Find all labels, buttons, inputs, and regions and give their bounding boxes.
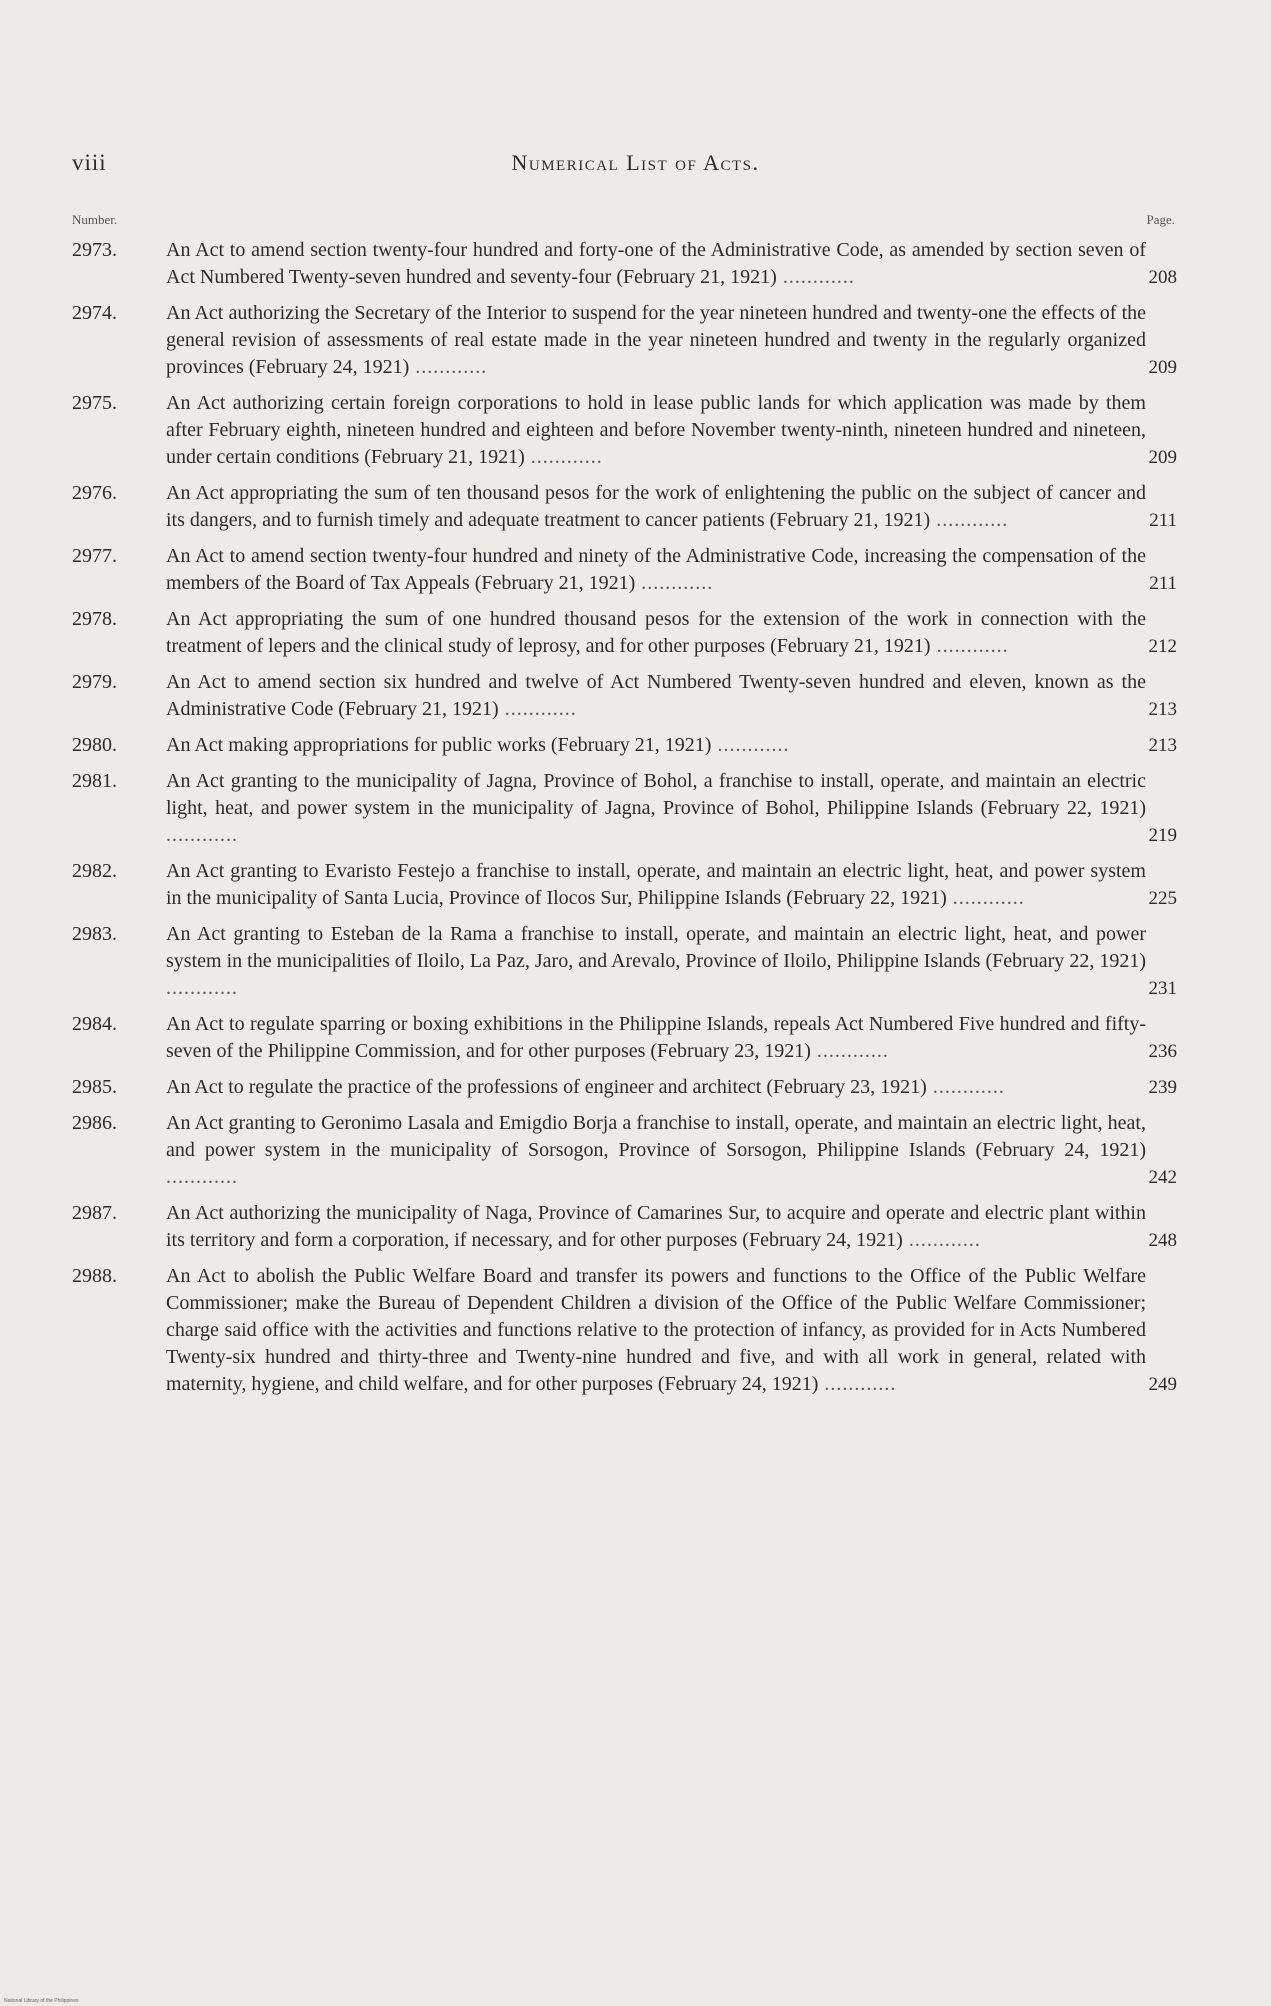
act-page: 213 — [1148, 699, 1177, 720]
column-header-page: Page. — [1146, 212, 1175, 227]
act-title: An Act granting to Esteban de la Rama a franchise to install, operate, and maintain an electric light, heat, and power system in the municipalities of Iloilo, La Paz, Jaro, and Arevalo, Province of Iloilo, Philippine Islands (February 22, 1921) ............ — [166, 923, 1146, 999]
act-title: An Act appropriating the sum of ten thousand pesos for the work of enlightening the public on the subject of cancer and its dangers, and to furnish timely and adequate treatment to cancer patients (February 21, 1921) ............ — [166, 482, 1146, 531]
act-number: 2987. — [72, 1202, 117, 1224]
act-title: An Act granting to Evaristo Festejo a franchise to install, operate, and maintain an electric light, heat, and power system in the municipality of Santa Lucia, Province of Ilocos Sur, Philippine Islands (February 22, 1921) ............ — [166, 860, 1146, 909]
leader-dots: ............ — [926, 1076, 1005, 1098]
act-number: 2976. — [72, 482, 117, 504]
act-page: 209 — [1148, 447, 1177, 468]
act-entry — [72, 921, 1175, 1002]
act-page: 231 — [1148, 978, 1177, 999]
act-page: 211 — [1149, 573, 1177, 594]
leader-dots: ............ — [711, 734, 790, 756]
act-number: 2978. — [72, 608, 117, 630]
act-title: An Act to amend section twenty-four hundred and forty-one of the Administrative Code, as amended by section seven of Act Numbered Twenty-seven hundred and seventy-four (February 21, 1921) ............ — [166, 239, 1146, 288]
leader-dots: ............ — [498, 698, 577, 720]
act-number: 2981. — [72, 770, 117, 792]
act-title: An Act to amend section twenty-four hundred and ninety of the Administrative Code, increasing the compensation of the members of the Board of Tax Appeals (February 21, 1921) ............ — [166, 545, 1146, 594]
act-number: 2975. — [72, 392, 117, 414]
act-page: 208 — [1148, 267, 1177, 288]
act-title: An Act authorizing certain foreign corporations to hold in lease public lands for which application was made by them after February eighth, nineteen hundred and eighteen and before November twenty-ninth, nineteen hundred and nineteen, under certain conditions (February 21, 1921) ............ — [166, 392, 1146, 468]
leader-dots: ............ — [776, 266, 855, 288]
act-entry — [72, 1200, 1175, 1254]
act-page: 236 — [1148, 1041, 1177, 1062]
leader-dots: ............ — [635, 572, 714, 594]
leader-dots: ............ — [902, 1229, 981, 1251]
page-title: Numerical List of Acts. — [511, 150, 760, 175]
act-page: 248 — [1148, 1230, 1177, 1251]
act-page: 225 — [1148, 888, 1177, 909]
act-page: 209 — [1148, 357, 1177, 378]
act-entry — [72, 237, 1175, 291]
act-entry — [72, 1011, 1175, 1065]
act-title: An Act appropriating the sum of one hundred thousand pesos for the extension of the work in connection with the treatment of lepers and the clinical study of leprosy, and for other purposes (February 21, 1921) ............ — [166, 608, 1146, 657]
act-number: 2973. — [72, 239, 117, 261]
leader-dots: ............ — [409, 356, 488, 378]
act-title: An Act to regulate sparring or boxing exhibitions in the Philippine Islands, repeals Act Numbered Five hundred and fifty-seven of the Philippine Commission, and for other purposes (February 23, 1921) ............ — [166, 1013, 1146, 1062]
act-number: 2986. — [72, 1112, 117, 1134]
act-entry — [72, 390, 1175, 471]
act-title: An Act to abolish the Public Welfare Board and transfer its powers and functions to the Office of the Public Welfare Commissioner; make the Bureau of Dependent Children a division of the Office of the Public Welfare Commissioner; charge said office with the activities and functions relative to the protection of infancy, as provided for in Acts Numbered Twenty-six hundred and thirty-three and Twenty-nine hundred and five, and with all work in general, related with maternity, hygiene, and child welfare, and for other purposes (February 24, 1921) ............ — [166, 1265, 1146, 1395]
act-number: 2979. — [72, 671, 117, 693]
act-number: 2980. — [72, 734, 117, 756]
act-entry — [72, 480, 1175, 534]
act-entry — [72, 858, 1175, 912]
act-title: An Act granting to Geronimo Lasala and Emigdio Borja a franchise to install, operate, and maintain an electric light, heat, and power system in the municipality of Sorsogon, Province of Sorsogon, Philippine Islands (February 24, 1921) ............ — [166, 1112, 1146, 1188]
act-title: An Act authorizing the Secretary of the Interior to suspend for the year nineteen hundred and twenty-one the effects of the general revision of assessments of real estate made in the year nineteen hundred and twenty in the regularly organized provinces (February 24, 1921) ............ — [166, 302, 1146, 378]
acts-list — [72, 237, 1175, 1407]
leader-dots: ............ — [946, 887, 1025, 909]
act-title: An Act making appropriations for public works (February 21, 1921) ............ — [166, 734, 790, 756]
act-page: 239 — [1148, 1077, 1177, 1098]
act-page: 249 — [1148, 1374, 1177, 1395]
act-page: 211 — [1149, 510, 1177, 531]
act-title: An Act to amend section six hundred and twelve of Act Numbered Twenty-seven hundred and eleven, known as the Administrative Code (February 21, 1921) ............ — [166, 671, 1146, 720]
act-entry — [72, 669, 1175, 723]
act-entry — [72, 1263, 1175, 1398]
act-number: 2982. — [72, 860, 117, 882]
leader-dots: ............ — [524, 446, 603, 468]
leader-dots: ............ — [166, 977, 238, 999]
act-title: An Act granting to the municipality of Jagna, Province of Bohol, a franchise to install, operate, and maintain an electric light, heat, and power system in the municipality of Jagna, Province of Bohol, Philippine Islands (February 22, 1921) ............ — [166, 770, 1146, 846]
act-number: 2985. — [72, 1076, 117, 1098]
act-entry — [72, 1074, 1175, 1101]
act-page: 242 — [1148, 1167, 1177, 1188]
act-number: 2988. — [72, 1265, 117, 1287]
act-entry — [72, 543, 1175, 597]
page-number: viii — [72, 150, 107, 175]
act-entry — [72, 768, 1175, 849]
act-page: 219 — [1148, 825, 1177, 846]
leader-dots: ............ — [818, 1373, 897, 1395]
act-title: An Act authorizing the municipality of Naga, Province of Camarines Sur, to acquire and operate and electric plant within its territory and form a corporation, if necessary, and for other purposes (February 24, 1921) ............ — [166, 1202, 1146, 1251]
act-number: 2974. — [72, 302, 117, 324]
act-number: 2977. — [72, 545, 117, 567]
act-page: 212 — [1148, 636, 1177, 657]
act-entry — [72, 606, 1175, 660]
act-entry — [72, 1110, 1175, 1191]
leader-dots: ............ — [166, 1166, 238, 1188]
act-number: 2984. — [72, 1013, 117, 1035]
column-header-number: Number. — [72, 212, 118, 227]
scan-footer-note: National Library of the Philippines — [4, 1998, 79, 2004]
leader-dots: ............ — [166, 824, 238, 846]
act-title: An Act to regulate the practice of the professions of engineer and architect (February 23, 1921) ............ — [166, 1076, 1005, 1098]
leader-dots: ............ — [930, 509, 1009, 531]
act-number: 2983. — [72, 923, 117, 945]
act-entry — [72, 732, 1175, 759]
act-entry — [72, 300, 1175, 381]
act-page: 213 — [1148, 735, 1177, 756]
leader-dots: ............ — [810, 1040, 889, 1062]
leader-dots: ............ — [930, 635, 1009, 657]
